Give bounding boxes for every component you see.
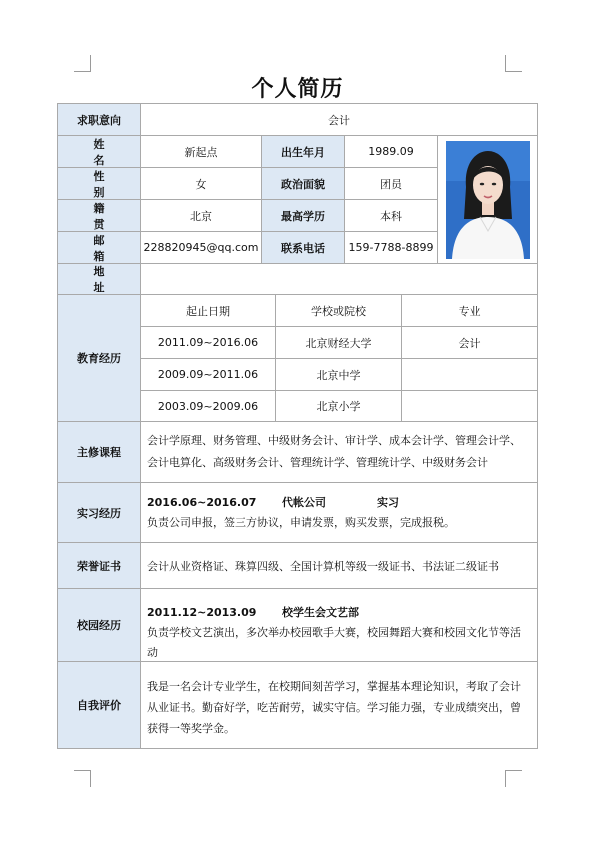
birth-value: 1989.09 bbox=[344, 135, 437, 167]
gender-value: 女 bbox=[140, 167, 261, 199]
internship-desc: 负责公司申报，签三方协议，申请发票，购买发票，完成报税。 bbox=[147, 516, 455, 529]
internship-label: 实习经历 bbox=[58, 482, 140, 542]
address-value bbox=[140, 263, 537, 294]
phone-label: 联系电话 bbox=[261, 231, 344, 263]
name-value: 新起点 bbox=[140, 135, 261, 167]
campus-period: 2011.12~2013.09 bbox=[147, 606, 257, 619]
crop-mark-bottom-left bbox=[74, 770, 91, 787]
resume-table bbox=[57, 103, 538, 749]
internship-company: 代帐公司 bbox=[282, 496, 326, 509]
politics-label: 政治面貌 bbox=[261, 167, 344, 199]
edu-row-2-school: 北京中学 bbox=[275, 358, 401, 390]
edu-header-period: 起止日期 bbox=[140, 294, 275, 326]
email-label: 邮 箱 bbox=[58, 231, 140, 263]
campus-desc: 负责学校文艺演出，多次举办校园歌手大赛，校园舞蹈大赛和校园文化节等活动 bbox=[147, 626, 521, 659]
edu-row-3-major bbox=[401, 390, 537, 421]
internship-period: 2016.06~2016.07 bbox=[147, 496, 257, 509]
edu-header-major: 专业 bbox=[401, 294, 537, 326]
edu-row-1-school: 北京财经大学 bbox=[275, 326, 401, 358]
address-label: 地 址 bbox=[58, 263, 140, 294]
name-label: 姓 名 bbox=[58, 135, 140, 167]
campus-label: 校园经历 bbox=[58, 588, 140, 661]
internship-role: 实习 bbox=[377, 496, 399, 509]
crop-mark-top-right bbox=[505, 55, 522, 72]
edu-row-1-major: 会计 bbox=[401, 326, 537, 358]
campus-content bbox=[140, 588, 537, 661]
profile-photo bbox=[446, 141, 530, 259]
self-eval-text: 我是一名会计专业学生，在校期间刻苦学习，掌握基本理论知识，考取了会计从业证书。勤奋好学，吃苦耐劳，诚实守信。学习能力强，专业成绩突出，曾获得一等奖学金。 bbox=[140, 661, 537, 748]
birth-label: 出生年月 bbox=[261, 135, 344, 167]
courses-text: 会计学原理、财务管理、中级财务会计、审计学、成本会计学、管理会计学、会计电算化、高级财务会计、管理统计学、管理统计学、中级财务会计 bbox=[140, 421, 537, 482]
education-label: 教育经历 bbox=[58, 294, 140, 421]
page-title: 个人简历 bbox=[251, 76, 344, 102]
internship-content bbox=[140, 482, 537, 542]
edu-row-2-period: 2009.09~2011.06 bbox=[140, 358, 275, 390]
phone-value: 159-7788-8899 bbox=[344, 231, 437, 263]
origin-value: 北京 bbox=[140, 199, 261, 231]
certificates-text: 会计从业资格证、珠算四级、全国计算机等级一级证书、书法证二级证书 bbox=[140, 542, 537, 588]
job-label: 求职意向 bbox=[58, 104, 140, 135]
photo-cell bbox=[437, 135, 537, 263]
edu-row-3-school: 北京小学 bbox=[275, 390, 401, 421]
politics-value: 团员 bbox=[344, 167, 437, 199]
degree-label: 最高学历 bbox=[261, 199, 344, 231]
crop-mark-bottom-right bbox=[505, 770, 522, 787]
edu-header-school: 学校或院校 bbox=[275, 294, 401, 326]
courses-label: 主修课程 bbox=[58, 421, 140, 482]
campus-org: 校学生会文艺部 bbox=[282, 606, 359, 619]
certificates-label: 荣誉证书 bbox=[58, 542, 140, 588]
job-value: 会计 bbox=[140, 104, 537, 135]
crop-mark-top-left bbox=[74, 55, 91, 72]
gender-label: 性 别 bbox=[58, 167, 140, 199]
email-value: 228820945@qq.com bbox=[140, 231, 261, 263]
self-eval-label: 自我评价 bbox=[58, 661, 140, 748]
origin-label: 籍 贯 bbox=[58, 199, 140, 231]
edu-row-3-period: 2003.09~2009.06 bbox=[140, 390, 275, 421]
degree-value: 本科 bbox=[344, 199, 437, 231]
edu-row-1-period: 2011.09~2016.06 bbox=[140, 326, 275, 358]
edu-row-2-major bbox=[401, 358, 537, 390]
